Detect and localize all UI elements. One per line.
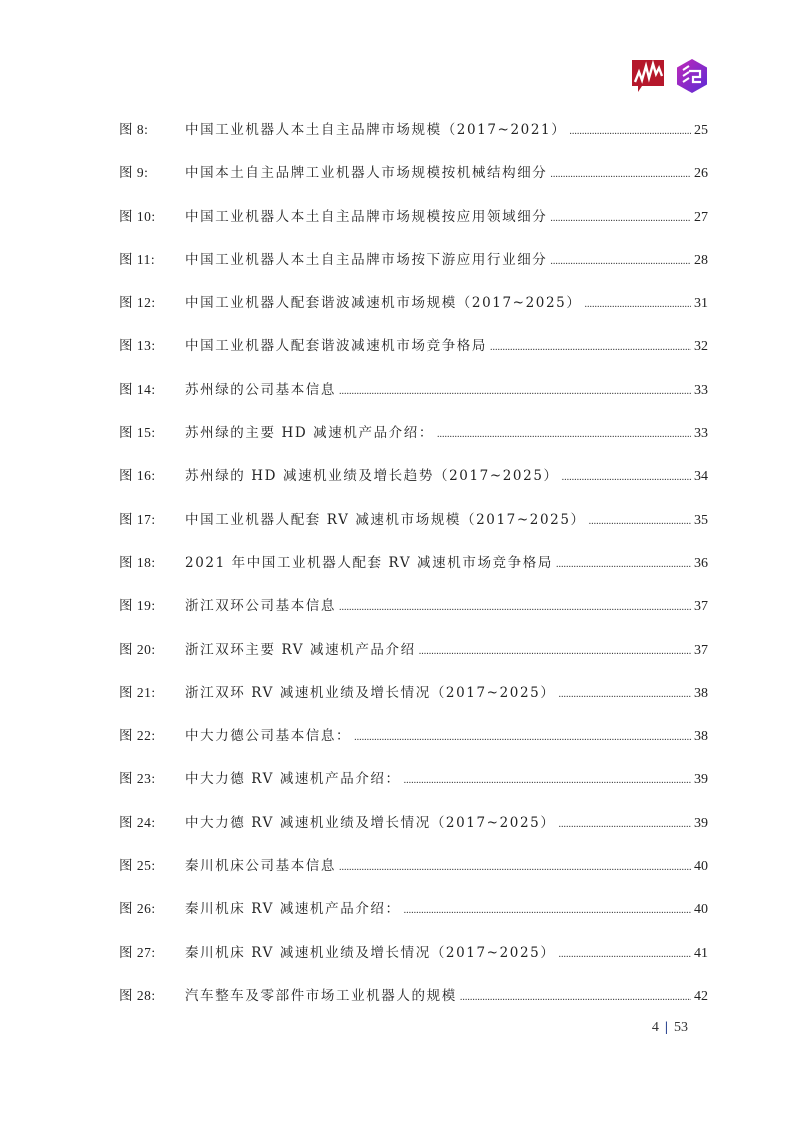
- dot-leader: [404, 899, 691, 923]
- toc-entry-fig-21[interactable]: [119, 681, 708, 724]
- toc-entry-fig-11[interactable]: [119, 248, 708, 291]
- toc-entry-title: 中国本土自主品牌工业机器人市场规模按机械结构细分: [185, 165, 548, 182]
- toc-entry-label: 图 9:: [119, 165, 149, 181]
- toc-entry-fig-14[interactable]: [119, 378, 708, 421]
- toc-entry-title: 苏州绿的 HD 减速机业绩及增长趋势（2017~2025）: [185, 468, 559, 485]
- toc-entry-label: 图 25:: [119, 858, 156, 874]
- toc-entry-title: 浙江双环 RV 减速机业绩及增长情况（2017~2025）: [185, 684, 556, 701]
- dot-leader: [562, 466, 691, 490]
- toc-entry-label: 图 22:: [119, 728, 156, 744]
- dot-leader: [460, 986, 691, 1010]
- dot-leader: [558, 813, 691, 837]
- dot-leader: [558, 943, 691, 967]
- toc-entry-fig-12[interactable]: [119, 291, 708, 334]
- toc-entry-label: 图 11:: [119, 251, 156, 267]
- total-pages: 53: [674, 1020, 688, 1035]
- toc-entry-title: 2021 年中国工业机器人配套 RV 减速机市场竞争格局: [185, 554, 553, 571]
- toc-entry-fig-23[interactable]: [119, 767, 708, 810]
- toc-entry-page: 25: [694, 123, 708, 138]
- current-page-number: 4: [651, 1020, 659, 1035]
- toc-entry-title: 浙江双环公司基本信息: [185, 598, 336, 615]
- toc-entry-label: 图 15:: [119, 425, 156, 441]
- dot-leader: [339, 856, 691, 880]
- dot-leader: [490, 336, 691, 360]
- dot-leader: [558, 683, 691, 707]
- toc-entry-fig-24[interactable]: [119, 811, 708, 854]
- toc-entry-label: 图 28:: [119, 987, 156, 1003]
- toc-entry-page: 31: [694, 296, 708, 312]
- toc-entry-page: 37: [694, 642, 708, 658]
- toc-entry-label: 图 21:: [119, 684, 156, 700]
- dot-leader: [419, 640, 691, 664]
- toc-entry-fig-15[interactable]: [119, 421, 708, 464]
- toc-entry-title: 中大力德公司基本信息：: [185, 728, 352, 745]
- toc-entry-page: 41: [694, 945, 708, 961]
- toc-entry-page: 33: [694, 382, 708, 398]
- toc-entry-fig-17[interactable]: [119, 508, 708, 551]
- toc-entry-title: 中大力德 RV 减速机业绩及增长情况（2017~2025）: [185, 814, 556, 831]
- toc-entry-page: 35: [694, 512, 708, 528]
- toc-entry-fig-10[interactable]: [119, 205, 708, 248]
- toc-entry-fig-25[interactable]: [119, 854, 708, 897]
- toc-entry-fig-22[interactable]: [119, 724, 708, 767]
- toc-entry-page: 33: [694, 426, 708, 442]
- dot-leader: [556, 553, 691, 577]
- toc-entry-title: 中大力德 RV 减速机产品介绍：: [185, 771, 401, 788]
- toc-entry-label: 图 12:: [119, 295, 156, 311]
- dot-leader: [550, 250, 691, 274]
- toc-entry-fig-19[interactable]: [119, 594, 708, 637]
- dot-leader: [354, 726, 691, 750]
- toc-entry-fig-8[interactable]: [119, 118, 708, 161]
- toc-entry-fig-20[interactable]: [119, 638, 708, 681]
- toc-entry-title: 中国工业机器人本土自主品牌市场按下游应用行业细分: [185, 251, 548, 268]
- dot-leader: [404, 769, 691, 793]
- toc-entry-fig-16[interactable]: [119, 464, 708, 507]
- toc-entry-fig-28[interactable]: [119, 984, 708, 1027]
- toc-entry-title: 秦川机床公司基本信息: [185, 858, 336, 875]
- toc-entry-title: 中国工业机器人本土自主品牌市场规模按应用领域细分: [185, 208, 548, 225]
- toc-entry-fig-9[interactable]: [119, 161, 708, 204]
- toc-entry-title: 中国工业机器人配套 RV 减速机市场规模（2017~2025）: [185, 511, 586, 528]
- page-number-footer: [652, 1020, 688, 1036]
- toc-entry-title: 秦川机床 RV 减速机业绩及增长情况（2017~2025）: [185, 944, 556, 961]
- toc-entry-page: 37: [694, 599, 708, 615]
- dot-leader: [550, 207, 691, 231]
- toc-entry-label: 图 10:: [119, 208, 156, 224]
- toc-entry-page: 26: [694, 166, 708, 182]
- toc-entry-title: 中国工业机器人配套谐波减速机市场规模（2017~2025）: [185, 295, 582, 312]
- toc-entry-label: 图 20:: [119, 641, 156, 657]
- toc-entry-label: 图 18:: [119, 554, 156, 570]
- toc-entry-title: 秦川机床 RV 减速机产品介绍：: [185, 901, 401, 918]
- toc-entry-fig-27[interactable]: [119, 941, 708, 984]
- red-waveform-logo-icon: [630, 58, 666, 94]
- toc-entry-page: 39: [694, 815, 708, 831]
- header-logos: [630, 58, 710, 94]
- toc-entry-label: 图 24:: [119, 814, 156, 830]
- dot-leader: [339, 596, 691, 620]
- toc-entry-label: 图 23:: [119, 771, 156, 787]
- toc-entry-page: 40: [694, 859, 708, 875]
- toc-entry-page: 38: [694, 729, 708, 745]
- toc-entry-fig-18[interactable]: [119, 551, 708, 594]
- toc-entry-page: 36: [694, 555, 708, 571]
- dot-leader: [589, 510, 691, 534]
- figure-list: [119, 118, 708, 1027]
- toc-entry-title: 浙江双环主要 RV 减速机产品介绍: [185, 641, 416, 658]
- page-separator: |: [664, 1020, 668, 1035]
- toc-entry-label: 图 19:: [119, 598, 156, 614]
- dot-leader: [339, 380, 691, 404]
- toc-entry-fig-13[interactable]: [119, 334, 708, 377]
- toc-entry-title: 中国工业机器人配套谐波减速机市场竞争格局: [185, 338, 487, 355]
- toc-entry-label: 图 27:: [119, 944, 156, 960]
- toc-entry-label: 图 26:: [119, 901, 156, 917]
- toc-entry-page: 27: [694, 209, 708, 225]
- toc-entry-page: 32: [694, 339, 708, 355]
- toc-entry-label: 图 16:: [119, 468, 156, 484]
- purple-hexagon-logo-icon: [674, 58, 710, 94]
- toc-entry-page: 34: [694, 469, 708, 485]
- toc-entry-label: 图 14:: [119, 381, 156, 397]
- toc-entry-label: 图 8:: [119, 122, 149, 137]
- dot-leader: [437, 423, 691, 447]
- dot-leader: [569, 120, 691, 144]
- toc-entry-label: 图 17:: [119, 511, 156, 527]
- toc-entry-page: 42: [694, 988, 708, 1004]
- toc-entry-page: 28: [694, 252, 708, 268]
- toc-entry-title: 中国工业机器人本土自主品牌市场规模（2017~2021）: [185, 122, 567, 138]
- toc-entry-page: 40: [694, 902, 708, 918]
- toc-entry-page: 39: [694, 772, 708, 788]
- toc-entry-label: 图 13:: [119, 338, 156, 354]
- dot-leader: [550, 163, 691, 187]
- toc-entry-title: 苏州绿的主要 HD 减速机产品介绍：: [185, 425, 434, 442]
- dot-leader: [584, 293, 691, 317]
- toc-entry-title: 苏州绿的公司基本信息: [185, 381, 336, 398]
- toc-entry-page: 38: [694, 685, 708, 701]
- toc-entry-fig-26[interactable]: [119, 897, 708, 940]
- toc-entry-title: 汽车整车及零部件市场工业机器人的规模: [185, 987, 457, 1004]
